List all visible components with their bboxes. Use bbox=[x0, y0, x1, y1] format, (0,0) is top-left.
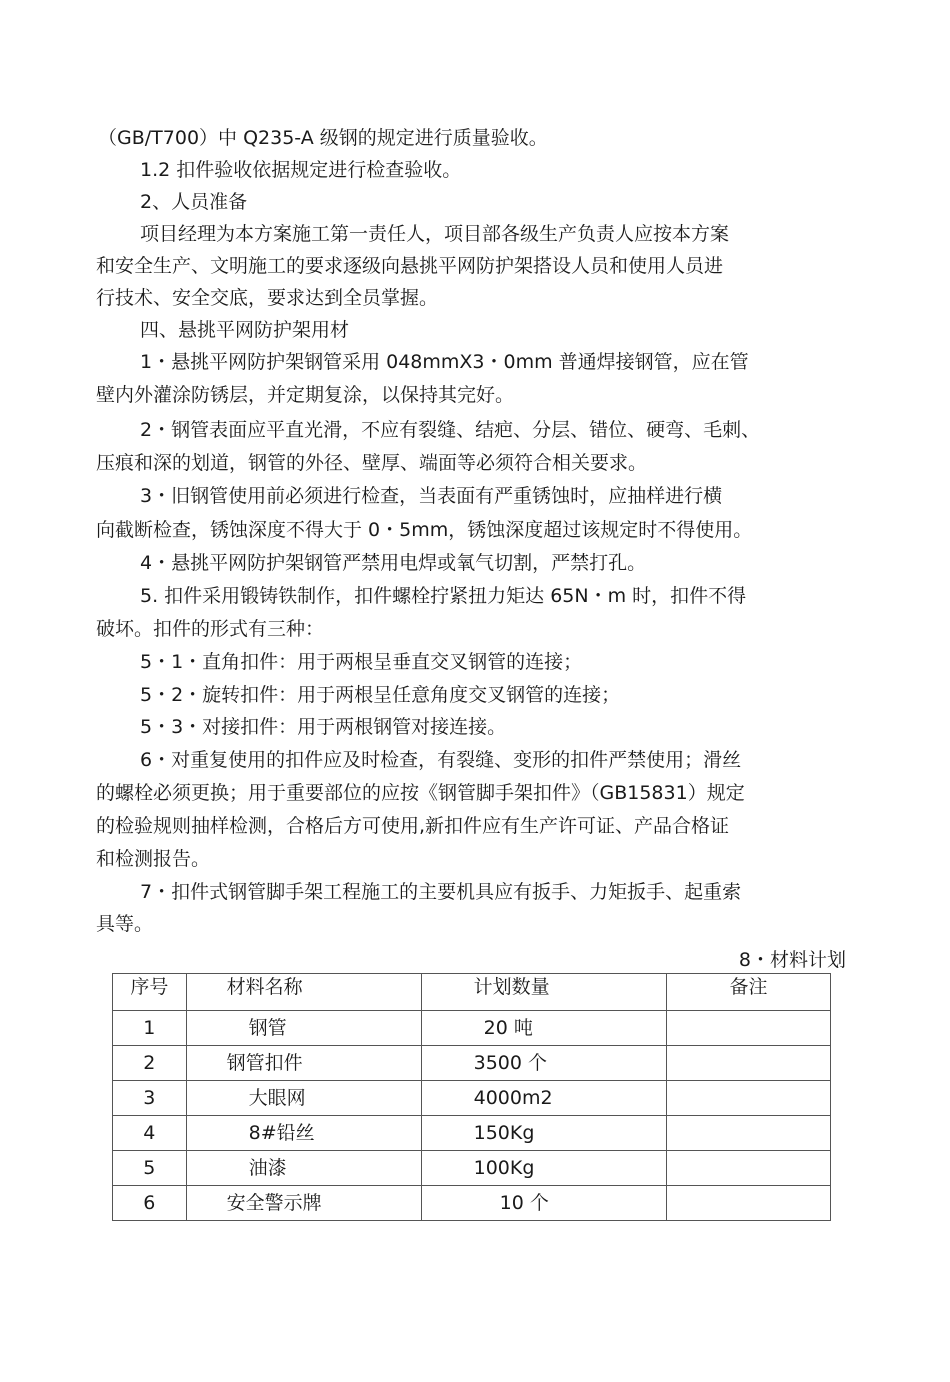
table-row bbox=[113, 1046, 831, 1081]
cell-quantity: 10 个 bbox=[421, 1186, 666, 1221]
cell-quantity: 100Kg bbox=[421, 1151, 666, 1186]
cell-quantity: 20 吨 bbox=[421, 1011, 666, 1046]
section-heading: 2、人员准备 bbox=[140, 191, 248, 213]
paragraph-line: 5・2・旋转扣件：用于两根呈任意角度交叉钢管的连接； bbox=[140, 684, 621, 706]
paragraph-line: 向截断检查，锈蚀深度不得大于 0・5mm，锈蚀深度超过该规定时不得使用。 bbox=[96, 519, 753, 541]
cell-material: 8#铅丝 bbox=[186, 1116, 421, 1151]
table-row bbox=[113, 1186, 831, 1221]
table-row bbox=[113, 1081, 831, 1116]
cell-remark bbox=[667, 1116, 831, 1151]
paragraph-line: 5・1・直角扣件：用于两根呈垂直交叉钢管的连接； bbox=[140, 651, 583, 673]
cell-remark bbox=[667, 1151, 831, 1186]
table-caption: 8・材料计划 bbox=[738, 949, 846, 971]
paragraph-line: 具等。 bbox=[96, 913, 154, 935]
header-material: 材料名称 bbox=[186, 974, 421, 1011]
cell-quantity: 150Kg bbox=[421, 1116, 666, 1151]
paragraph-line: 项目经理为本方案施工第一责任人，项目部各级生产负责人应按本方案 bbox=[140, 223, 730, 245]
paragraph-line: （GB/T700）中 Q235-A 级钢的规定进行质量验收。 bbox=[98, 127, 548, 149]
table-row bbox=[113, 1151, 831, 1186]
cell-material: 钢管 bbox=[186, 1011, 421, 1046]
table-row bbox=[113, 1011, 831, 1046]
paragraph-line: 1・悬挑平网防护架钢管采用 048mmX3・0mm 普通焊接钢管，应在管 bbox=[140, 351, 749, 373]
paragraph-line: 和安全生产、文明施工的要求逐级向悬挑平网防护架搭设人员和使用人员进 bbox=[96, 255, 724, 277]
cell-seq: 2 bbox=[113, 1046, 187, 1081]
cell-material: 油漆 bbox=[186, 1151, 421, 1186]
paragraph-line: 的螺栓必须更换；用于重要部位的应按《钢管脚手架扣件》（GB15831）规定 bbox=[96, 782, 745, 804]
paragraph-line: 和检测报告。 bbox=[96, 848, 211, 870]
cell-remark bbox=[667, 1011, 831, 1046]
cell-quantity: 3500 个 bbox=[421, 1046, 666, 1081]
header-remark: 备注 bbox=[667, 974, 831, 1011]
header-seq: 序号 bbox=[113, 974, 187, 1011]
materials-table bbox=[112, 973, 831, 1221]
paragraph-line: 壁内外灌涂防锈层，并定期复涂，以保持其完好。 bbox=[96, 384, 515, 406]
header-quantity: 计划数量 bbox=[421, 974, 666, 1011]
cell-remark bbox=[667, 1046, 831, 1081]
cell-seq: 5 bbox=[113, 1151, 187, 1186]
paragraph-line: 2・钢管表面应平直光滑，不应有裂缝、结疤、分层、错位、硬弯、毛刺、 bbox=[140, 419, 761, 441]
paragraph-line: 3・旧钢管使用前必须进行检查，当表面有严重锈蚀时，应抽样进行横 bbox=[140, 485, 723, 507]
paragraph-line: 5・3・对接扣件：用于两根钢管对接连接。 bbox=[140, 716, 507, 738]
cell-material: 钢管扣件 bbox=[186, 1046, 421, 1081]
cell-seq: 4 bbox=[113, 1116, 187, 1151]
paragraph-line: 5. 扣件采用锻铸铁制作，扣件螺栓拧紧扭力矩达 65N・m 时，扣件不得 bbox=[140, 585, 747, 607]
section-heading: 四、悬挑平网防护架用材 bbox=[140, 319, 350, 341]
cell-material: 大眼网 bbox=[186, 1081, 421, 1116]
paragraph-line: 1.2 扣件验收依据规定进行检查验收。 bbox=[140, 159, 462, 181]
cell-seq: 6 bbox=[113, 1186, 187, 1221]
paragraph-line: 7・扣件式钢管脚手架工程施工的主要机具应有扳手、力矩扳手、起重索 bbox=[140, 881, 742, 903]
cell-remark bbox=[667, 1081, 831, 1116]
cell-quantity: 4000m2 bbox=[421, 1081, 666, 1116]
paragraph-line: 4・悬挑平网防护架钢管严禁用电焊或氧气切割，严禁打孔。 bbox=[140, 552, 647, 574]
cell-material: 安全警示牌 bbox=[186, 1186, 421, 1221]
paragraph-line: 压痕和深的划道，钢管的外径、壁厚、端面等必须符合相关要求。 bbox=[96, 452, 648, 474]
cell-seq: 1 bbox=[113, 1011, 187, 1046]
paragraph-line: 行技术、安全交底，要求达到全员掌握。 bbox=[96, 287, 439, 309]
cell-remark bbox=[667, 1186, 831, 1221]
paragraph-line: 破坏。扣件的形式有三种： bbox=[96, 618, 325, 640]
paragraph-line: 的检验规则抽样检测，合格后方可使用,新扣件应有生产许可证、产品合格证 bbox=[96, 815, 730, 837]
cell-seq: 3 bbox=[113, 1081, 187, 1116]
table-row bbox=[113, 1116, 831, 1151]
table-header-row bbox=[113, 974, 831, 1011]
paragraph-line: 6・对重复使用的扣件应及时检查，有裂缝、变形的扣件严禁使用；滑丝 bbox=[140, 749, 742, 771]
